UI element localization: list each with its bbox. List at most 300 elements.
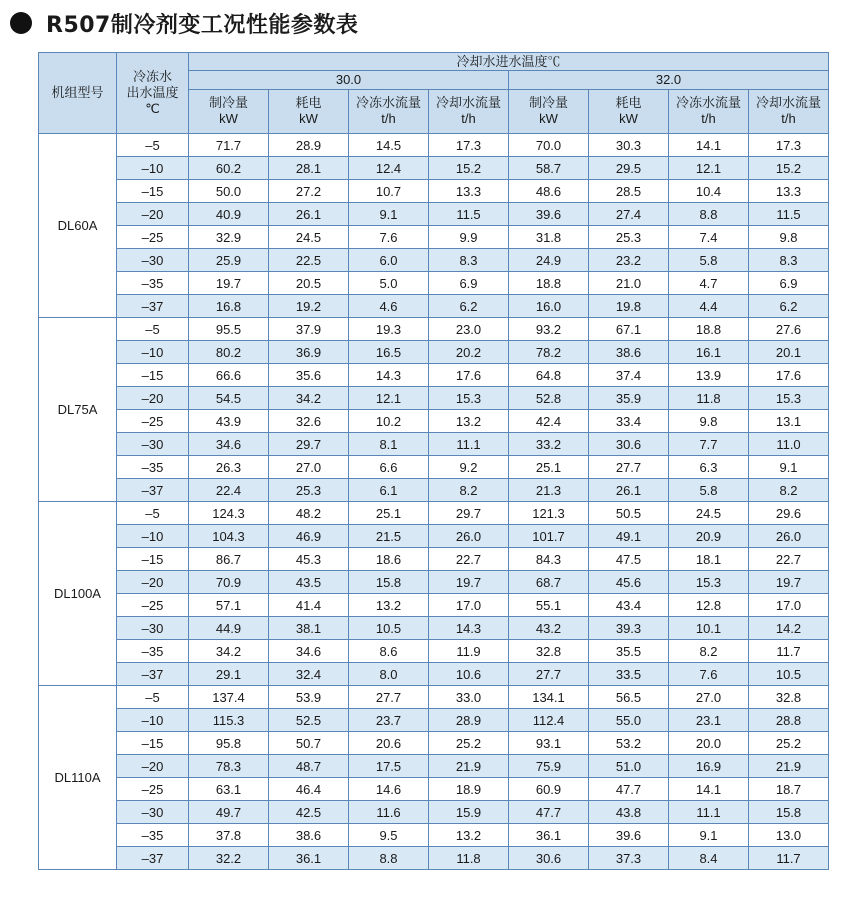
value-cell: 48.6 — [509, 180, 589, 203]
value-cell: 23.1 — [669, 709, 749, 732]
header-chilled-temp-line2: 出水温度 — [126, 85, 179, 100]
value-cell: 42.5 — [269, 801, 349, 824]
table-row — [39, 134, 829, 157]
header-chilled-temp — [117, 53, 189, 134]
header-group-32: 32.0 — [509, 71, 829, 89]
value-cell: 31.8 — [509, 226, 589, 249]
value-cell: 48.2 — [269, 502, 349, 525]
value-cell: 13.2 — [429, 410, 509, 433]
column-header — [589, 89, 669, 133]
column-header-name: 冷冻水流量 — [675, 95, 741, 111]
value-cell: 50.5 — [589, 502, 669, 525]
table-row — [39, 479, 829, 502]
column-header-name: 制冷量 — [528, 95, 568, 111]
value-cell: 13.3 — [749, 180, 829, 203]
temperature-cell: –37 — [117, 663, 189, 686]
value-cell: 28.8 — [749, 709, 829, 732]
value-cell: 95.8 — [189, 732, 269, 755]
column-header-unit: t/h — [701, 111, 716, 127]
value-cell: 34.2 — [269, 387, 349, 410]
value-cell: 11.7 — [749, 640, 829, 663]
value-cell: 28.9 — [269, 134, 349, 157]
header-chilled-temp-line3: ℃ — [145, 101, 160, 116]
model-name-cell: DL75A — [39, 318, 117, 502]
table-row — [39, 548, 829, 571]
value-cell: 50.0 — [189, 180, 269, 203]
temperature-cell: –30 — [117, 617, 189, 640]
value-cell: 124.3 — [189, 502, 269, 525]
value-cell: 54.5 — [189, 387, 269, 410]
value-cell: 10.1 — [669, 617, 749, 640]
table-row — [39, 732, 829, 755]
value-cell: 21.3 — [509, 479, 589, 502]
value-cell: 12.8 — [669, 594, 749, 617]
value-cell: 26.1 — [589, 479, 669, 502]
value-cell: 9.9 — [429, 226, 509, 249]
value-cell: 40.9 — [189, 203, 269, 226]
value-cell: 30.6 — [589, 433, 669, 456]
table-row — [39, 364, 829, 387]
value-cell: 25.3 — [589, 226, 669, 249]
value-cell: 10.5 — [749, 663, 829, 686]
value-cell: 24.5 — [669, 502, 749, 525]
value-cell: 33.0 — [429, 686, 509, 709]
performance-table — [38, 52, 829, 870]
value-cell: 29.7 — [269, 433, 349, 456]
value-cell: 38.1 — [269, 617, 349, 640]
value-cell: 20.6 — [349, 732, 429, 755]
value-cell: 17.6 — [429, 364, 509, 387]
temperature-cell: –10 — [117, 525, 189, 548]
value-cell: 39.6 — [589, 824, 669, 847]
value-cell: 26.3 — [189, 456, 269, 479]
value-cell: 22.4 — [189, 479, 269, 502]
header-model: 机组型号 — [39, 53, 117, 134]
value-cell: 14.2 — [749, 617, 829, 640]
temperature-cell: –30 — [117, 433, 189, 456]
value-cell: 37.4 — [589, 364, 669, 387]
value-cell: 17.3 — [429, 134, 509, 157]
value-cell: 9.2 — [429, 456, 509, 479]
value-cell: 6.1 — [349, 479, 429, 502]
value-cell: 39.6 — [509, 203, 589, 226]
value-cell: 43.5 — [269, 571, 349, 594]
value-cell: 27.0 — [669, 686, 749, 709]
page-title: R507制冷剂变工况性能参数表 — [46, 12, 359, 38]
value-cell: 33.2 — [509, 433, 589, 456]
value-cell: 14.6 — [349, 778, 429, 801]
value-cell: 37.9 — [269, 318, 349, 341]
value-cell: 7.6 — [669, 663, 749, 686]
value-cell: 9.5 — [349, 824, 429, 847]
table-row — [39, 571, 829, 594]
table-row — [39, 226, 829, 249]
temperature-cell: –20 — [117, 571, 189, 594]
value-cell: 13.3 — [429, 180, 509, 203]
value-cell: 27.2 — [269, 180, 349, 203]
value-cell: 12.4 — [349, 157, 429, 180]
value-cell: 112.4 — [509, 709, 589, 732]
value-cell: 20.2 — [429, 341, 509, 364]
value-cell: 46.9 — [269, 525, 349, 548]
value-cell: 68.7 — [509, 571, 589, 594]
value-cell: 64.8 — [509, 364, 589, 387]
table-row — [39, 525, 829, 548]
value-cell: 27.4 — [589, 203, 669, 226]
value-cell: 11.7 — [749, 847, 829, 870]
value-cell: 55.1 — [509, 594, 589, 617]
value-cell: 13.2 — [429, 824, 509, 847]
temperature-cell: –15 — [117, 732, 189, 755]
value-cell: 60.9 — [509, 778, 589, 801]
value-cell: 35.6 — [269, 364, 349, 387]
table-row — [39, 824, 829, 847]
temperature-cell: –25 — [117, 226, 189, 249]
value-cell: 17.3 — [749, 134, 829, 157]
value-cell: 25.9 — [189, 249, 269, 272]
value-cell: 26.0 — [749, 525, 829, 548]
value-cell: 15.2 — [429, 157, 509, 180]
temperature-cell: –15 — [117, 548, 189, 571]
value-cell: 15.3 — [669, 571, 749, 594]
value-cell: 17.5 — [349, 755, 429, 778]
table-row — [39, 847, 829, 870]
header-group-30: 30.0 — [189, 71, 509, 89]
table-row — [39, 686, 829, 709]
value-cell: 10.5 — [349, 617, 429, 640]
value-cell: 104.3 — [189, 525, 269, 548]
value-cell: 9.1 — [669, 824, 749, 847]
value-cell: 20.5 — [269, 272, 349, 295]
temperature-cell: –5 — [117, 134, 189, 157]
value-cell: 14.5 — [349, 134, 429, 157]
value-cell: 43.8 — [589, 801, 669, 824]
value-cell: 28.5 — [589, 180, 669, 203]
value-cell: 50.7 — [269, 732, 349, 755]
table-row — [39, 594, 829, 617]
table-row — [39, 203, 829, 226]
value-cell: 84.3 — [509, 548, 589, 571]
table-row — [39, 272, 829, 295]
value-cell: 17.0 — [429, 594, 509, 617]
value-cell: 78.2 — [509, 341, 589, 364]
temperature-cell: –30 — [117, 249, 189, 272]
value-cell: 25.3 — [269, 479, 349, 502]
value-cell: 19.7 — [189, 272, 269, 295]
value-cell: 17.0 — [749, 594, 829, 617]
value-cell: 80.2 — [189, 341, 269, 364]
temperature-cell: –30 — [117, 801, 189, 824]
value-cell: 18.9 — [429, 778, 509, 801]
value-cell: 95.5 — [189, 318, 269, 341]
value-cell: 35.9 — [589, 387, 669, 410]
value-cell: 11.0 — [749, 433, 829, 456]
value-cell: 12.1 — [669, 157, 749, 180]
value-cell: 6.6 — [349, 456, 429, 479]
column-header-name: 耗电 — [615, 95, 642, 111]
value-cell: 48.7 — [269, 755, 349, 778]
value-cell: 56.5 — [589, 686, 669, 709]
value-cell: 10.4 — [669, 180, 749, 203]
column-header-unit: kW — [619, 111, 638, 127]
table-row — [39, 456, 829, 479]
value-cell: 38.6 — [589, 341, 669, 364]
value-cell: 16.5 — [349, 341, 429, 364]
value-cell: 71.7 — [189, 134, 269, 157]
value-cell: 60.2 — [189, 157, 269, 180]
value-cell: 4.6 — [349, 295, 429, 318]
value-cell: 10.6 — [429, 663, 509, 686]
value-cell: 93.2 — [509, 318, 589, 341]
table-row — [39, 387, 829, 410]
column-header — [189, 89, 269, 133]
value-cell: 70.9 — [189, 571, 269, 594]
value-cell: 15.2 — [749, 157, 829, 180]
value-cell: 26.0 — [429, 525, 509, 548]
value-cell: 43.9 — [189, 410, 269, 433]
table-row — [39, 157, 829, 180]
value-cell: 15.9 — [429, 801, 509, 824]
value-cell: 47.5 — [589, 548, 669, 571]
value-cell: 11.5 — [429, 203, 509, 226]
value-cell: 19.3 — [349, 318, 429, 341]
table-row — [39, 318, 829, 341]
temperature-cell: –20 — [117, 755, 189, 778]
value-cell: 44.9 — [189, 617, 269, 640]
value-cell: 27.6 — [749, 318, 829, 341]
value-cell: 8.3 — [749, 249, 829, 272]
model-name-cell: DL110A — [39, 686, 117, 870]
temperature-cell: –20 — [117, 387, 189, 410]
value-cell: 9.8 — [669, 410, 749, 433]
value-cell: 32.4 — [269, 663, 349, 686]
value-cell: 29.1 — [189, 663, 269, 686]
value-cell: 18.7 — [749, 778, 829, 801]
value-cell: 8.2 — [749, 479, 829, 502]
value-cell: 26.1 — [269, 203, 349, 226]
value-cell: 22.5 — [269, 249, 349, 272]
value-cell: 57.1 — [189, 594, 269, 617]
value-cell: 37.3 — [589, 847, 669, 870]
value-cell: 18.1 — [669, 548, 749, 571]
value-cell: 28.9 — [429, 709, 509, 732]
value-cell: 51.0 — [589, 755, 669, 778]
value-cell: 11.6 — [349, 801, 429, 824]
value-cell: 14.1 — [669, 134, 749, 157]
value-cell: 6.2 — [749, 295, 829, 318]
header-cooling-inlet: 冷却水进水温度℃ — [189, 53, 829, 71]
value-cell: 11.1 — [669, 801, 749, 824]
value-cell: 53.2 — [589, 732, 669, 755]
value-cell: 32.9 — [189, 226, 269, 249]
value-cell: 16.9 — [669, 755, 749, 778]
value-cell: 30.6 — [509, 847, 589, 870]
value-cell: 4.7 — [669, 272, 749, 295]
value-cell: 36.9 — [269, 341, 349, 364]
column-header-unit: t/h — [381, 111, 396, 127]
value-cell: 8.2 — [669, 640, 749, 663]
value-cell: 35.5 — [589, 640, 669, 663]
value-cell: 33.4 — [589, 410, 669, 433]
value-cell: 34.6 — [189, 433, 269, 456]
value-cell: 32.6 — [269, 410, 349, 433]
value-cell: 17.6 — [749, 364, 829, 387]
value-cell: 70.0 — [509, 134, 589, 157]
value-cell: 52.5 — [269, 709, 349, 732]
column-header — [749, 89, 829, 133]
value-cell: 14.3 — [349, 364, 429, 387]
value-cell: 24.9 — [509, 249, 589, 272]
value-cell: 58.7 — [509, 157, 589, 180]
value-cell: 16.0 — [509, 295, 589, 318]
value-cell: 14.3 — [429, 617, 509, 640]
value-cell: 18.6 — [349, 548, 429, 571]
value-cell: 18.8 — [669, 318, 749, 341]
value-cell: 20.1 — [749, 341, 829, 364]
value-cell: 43.2 — [509, 617, 589, 640]
value-cell: 21.9 — [749, 755, 829, 778]
value-cell: 49.7 — [189, 801, 269, 824]
column-header-name: 制冷量 — [208, 95, 248, 111]
value-cell: 41.4 — [269, 594, 349, 617]
column-header-name: 耗电 — [295, 95, 322, 111]
value-cell: 39.3 — [589, 617, 669, 640]
value-cell: 7.7 — [669, 433, 749, 456]
value-cell: 6.9 — [429, 272, 509, 295]
value-cell: 75.9 — [509, 755, 589, 778]
column-header — [349, 89, 429, 133]
column-header-name: 冷冻水流量 — [355, 95, 421, 111]
value-cell: 27.7 — [589, 456, 669, 479]
value-cell: 6.9 — [749, 272, 829, 295]
value-cell: 24.5 — [269, 226, 349, 249]
value-cell: 32.8 — [749, 686, 829, 709]
value-cell: 53.9 — [269, 686, 349, 709]
value-cell: 45.3 — [269, 548, 349, 571]
temperature-cell: –35 — [117, 640, 189, 663]
value-cell: 6.3 — [669, 456, 749, 479]
value-cell: 46.4 — [269, 778, 349, 801]
value-cell: 30.3 — [589, 134, 669, 157]
temperature-cell: –15 — [117, 364, 189, 387]
temperature-cell: –35 — [117, 272, 189, 295]
value-cell: 28.1 — [269, 157, 349, 180]
value-cell: 32.8 — [509, 640, 589, 663]
value-cell: 8.2 — [429, 479, 509, 502]
value-cell: 66.6 — [189, 364, 269, 387]
value-cell: 10.7 — [349, 180, 429, 203]
column-header-unit: t/h — [781, 111, 796, 127]
value-cell: 36.1 — [509, 824, 589, 847]
value-cell: 15.8 — [749, 801, 829, 824]
value-cell: 8.0 — [349, 663, 429, 686]
value-cell: 11.8 — [669, 387, 749, 410]
value-cell: 21.5 — [349, 525, 429, 548]
table-row — [39, 755, 829, 778]
value-cell: 27.7 — [509, 663, 589, 686]
value-cell: 78.3 — [189, 755, 269, 778]
value-cell: 5.0 — [349, 272, 429, 295]
value-cell: 21.0 — [589, 272, 669, 295]
temperature-cell: –5 — [117, 686, 189, 709]
value-cell: 19.7 — [429, 571, 509, 594]
value-cell: 9.1 — [749, 456, 829, 479]
value-cell: 10.2 — [349, 410, 429, 433]
value-cell: 8.6 — [349, 640, 429, 663]
table-row — [39, 341, 829, 364]
value-cell: 43.4 — [589, 594, 669, 617]
value-cell: 7.4 — [669, 226, 749, 249]
value-cell: 15.3 — [749, 387, 829, 410]
value-cell: 20.0 — [669, 732, 749, 755]
value-cell: 101.7 — [509, 525, 589, 548]
table-row — [39, 295, 829, 318]
value-cell: 29.6 — [749, 502, 829, 525]
table-row — [39, 249, 829, 272]
value-cell: 11.8 — [429, 847, 509, 870]
table-row — [39, 663, 829, 686]
column-header — [269, 89, 349, 133]
value-cell: 11.5 — [749, 203, 829, 226]
value-cell: 34.6 — [269, 640, 349, 663]
value-cell: 52.8 — [509, 387, 589, 410]
value-cell: 137.4 — [189, 686, 269, 709]
value-cell: 25.2 — [429, 732, 509, 755]
value-cell: 55.0 — [589, 709, 669, 732]
table-row — [39, 801, 829, 824]
value-cell: 38.6 — [269, 824, 349, 847]
value-cell: 42.4 — [509, 410, 589, 433]
value-cell: 13.2 — [349, 594, 429, 617]
value-cell: 4.4 — [669, 295, 749, 318]
value-cell: 49.1 — [589, 525, 669, 548]
value-cell: 6.0 — [349, 249, 429, 272]
value-cell: 86.7 — [189, 548, 269, 571]
value-cell: 25.1 — [349, 502, 429, 525]
column-header-unit: t/h — [461, 111, 476, 127]
value-cell: 8.8 — [669, 203, 749, 226]
value-cell: 8.8 — [349, 847, 429, 870]
table-row — [39, 778, 829, 801]
value-cell: 23.7 — [349, 709, 429, 732]
temperature-cell: –15 — [117, 180, 189, 203]
value-cell: 19.8 — [589, 295, 669, 318]
value-cell: 67.1 — [589, 318, 669, 341]
value-cell: 37.8 — [189, 824, 269, 847]
value-cell: 13.0 — [749, 824, 829, 847]
value-cell: 14.1 — [669, 778, 749, 801]
table-row — [39, 433, 829, 456]
value-cell: 23.2 — [589, 249, 669, 272]
value-cell: 45.6 — [589, 571, 669, 594]
value-cell: 29.5 — [589, 157, 669, 180]
value-cell: 25.1 — [509, 456, 589, 479]
value-cell: 34.2 — [189, 640, 269, 663]
value-cell: 11.9 — [429, 640, 509, 663]
value-cell: 63.1 — [189, 778, 269, 801]
value-cell: 36.1 — [269, 847, 349, 870]
value-cell: 12.1 — [349, 387, 429, 410]
value-cell: 9.8 — [749, 226, 829, 249]
temperature-cell: –5 — [117, 502, 189, 525]
value-cell: 32.2 — [189, 847, 269, 870]
column-header-unit: kW — [299, 111, 318, 127]
value-cell: 33.5 — [589, 663, 669, 686]
model-name-cell: DL60A — [39, 134, 117, 318]
value-cell: 18.8 — [509, 272, 589, 295]
temperature-cell: –37 — [117, 479, 189, 502]
temperature-cell: –35 — [117, 824, 189, 847]
